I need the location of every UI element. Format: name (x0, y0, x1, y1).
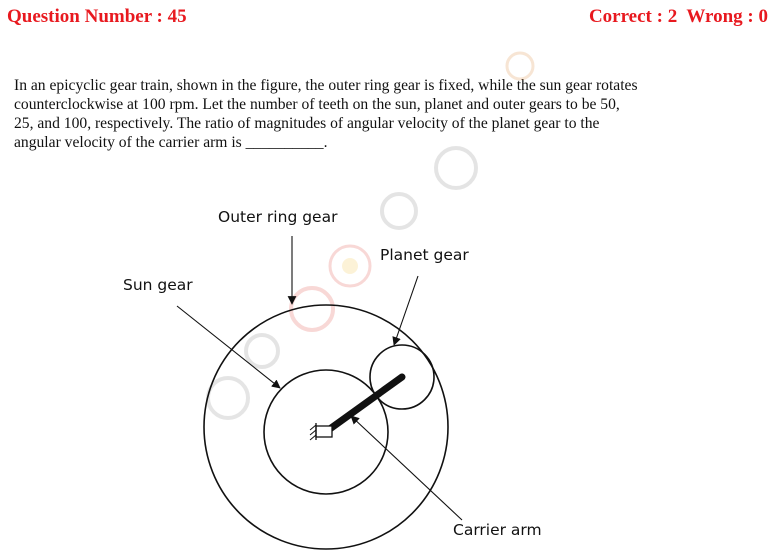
watermark-seal (208, 378, 248, 418)
watermark-seal (507, 53, 533, 79)
watermark-seal (246, 335, 278, 367)
pivot-support (310, 423, 332, 440)
watermark-seal (342, 258, 358, 274)
question-line: In an epicyclic gear train, shown in the figure, the outer ring gear is fixed, while the sun gear rotates (14, 77, 638, 94)
planet-gear-label: Planet gear (380, 246, 469, 264)
question-line: angular velocity of the carrier arm is __________. (14, 134, 328, 151)
question-number: Question Number : 45 (7, 6, 187, 27)
carrier-arm-label: Carrier arm (453, 521, 542, 539)
question-line: counterclockwise at 100 rpm. Let the number of teeth on the sun, planet and outer gears to be 50, (14, 96, 620, 113)
carrier-arm-arrow (351, 416, 462, 520)
sun-gear-arrow (177, 306, 280, 388)
score-summary: Correct : 2 Wrong : 0 (588, 6, 768, 27)
watermark-seal (436, 148, 476, 188)
sun-gear-label: Sun gear (123, 276, 193, 294)
carrier-arm (327, 377, 402, 431)
watermark-stamps (208, 53, 533, 418)
question-line: 25, and 100, respectively. The ratio of magnitudes of angular velocity of the planet gear to the (14, 115, 600, 132)
outer-ring-gear-label: Outer ring gear (218, 208, 338, 226)
watermark-seal (382, 194, 416, 228)
